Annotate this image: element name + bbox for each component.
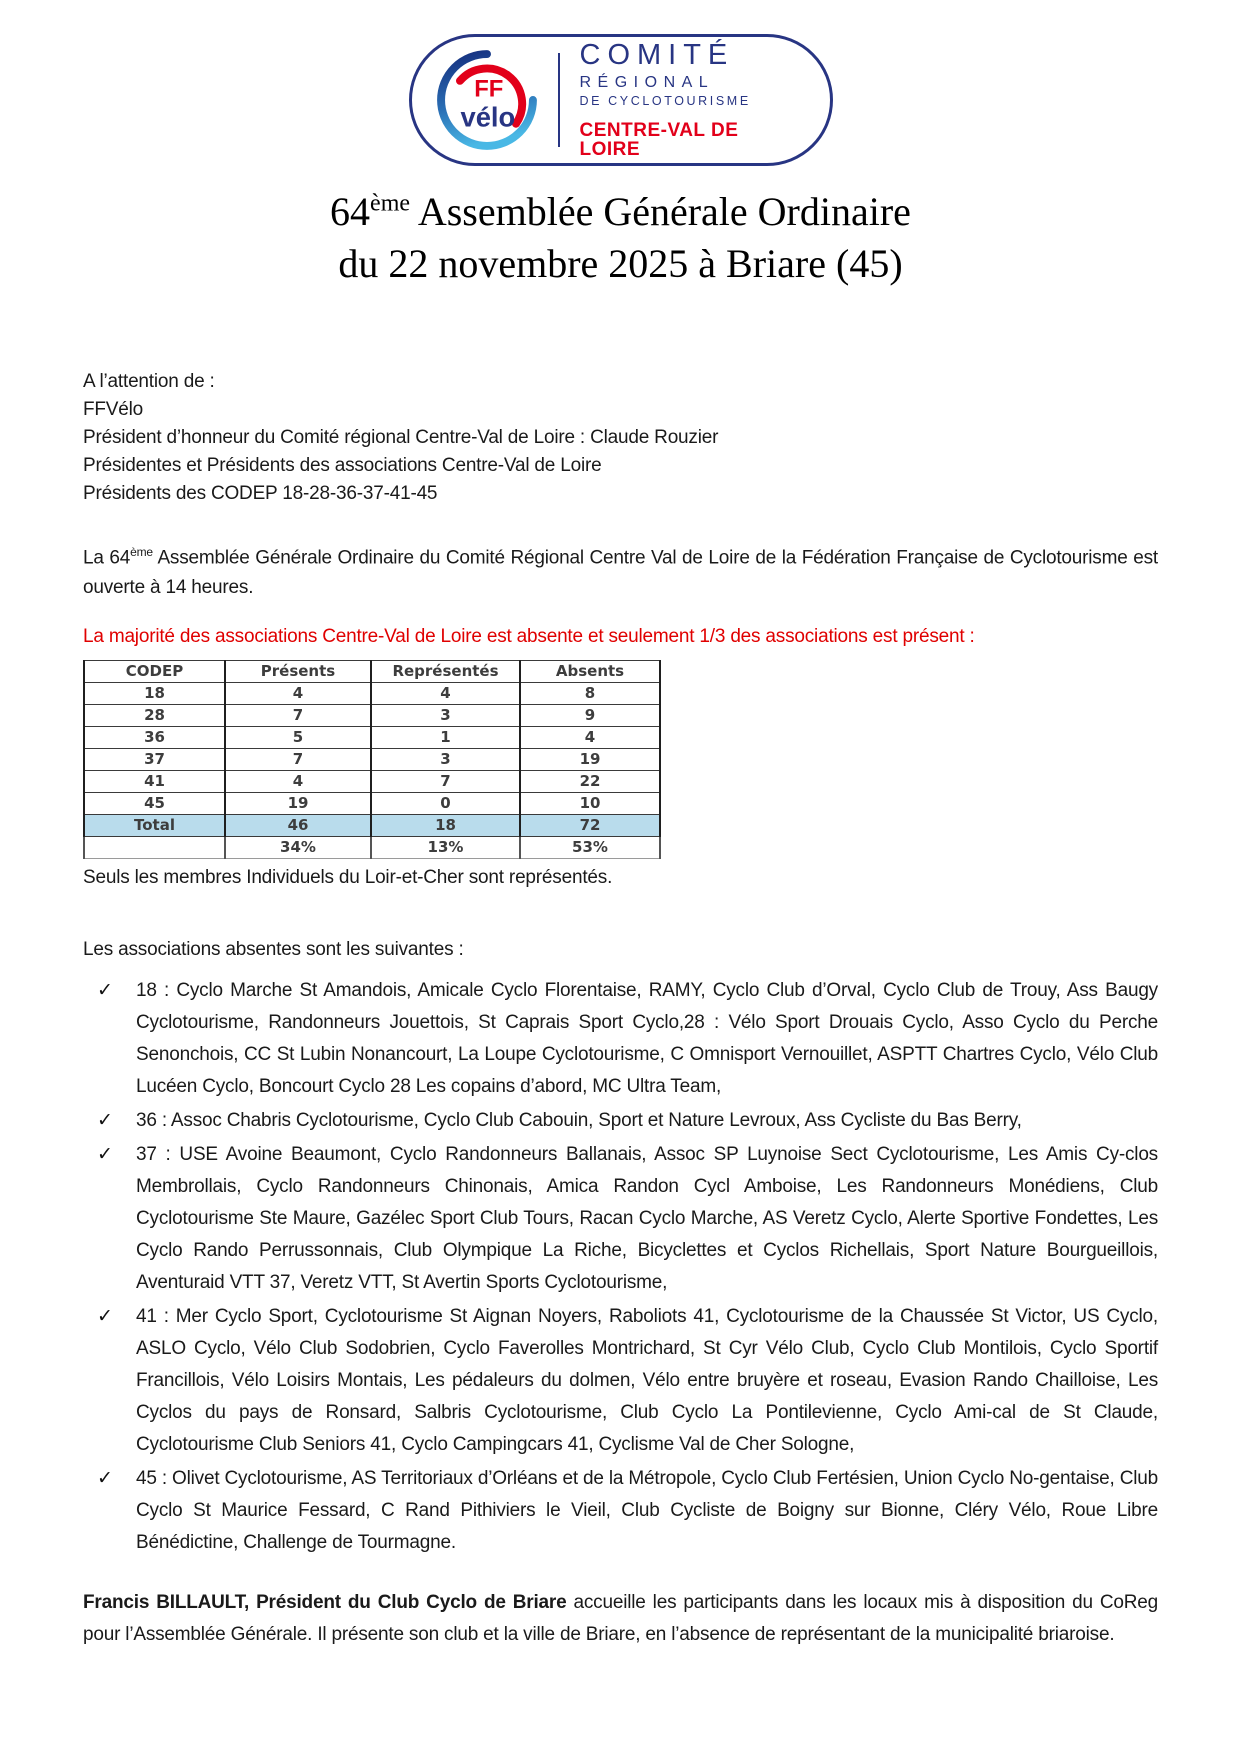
logo-comite-label: COMITÉ [579, 38, 735, 71]
attendance-table-body [84, 682, 660, 858]
table-cell: 19 [225, 792, 371, 814]
table-cell: 9 [520, 704, 660, 726]
table-row-percent [84, 836, 660, 858]
list-item-codep-45: ✓ 45 : Olivet Cyclotourisme, AS Territoriaux d’Orléans et de la Métropole, Cyclo Club Fertésien, Union Cyclo No-gentaise, Club Cyclo St Maurice Fessard, C Rand Pithiviers le Vieil, Club Cycliste de Boigny sur Bionne, Cléry Vélo, Roue Libre Bénédictine, Challenge de Tourmagne. [83, 1463, 1158, 1559]
table-cell: 7 [371, 770, 520, 792]
closing-paragraph: Francis BILLAULT, Président du Club Cyclo de Briare accueille les participants dans les locaux mis à disposition du CoReg pour l’Assemblée Générale. Il présente son club et la ville de Briare, en l’absence de représentant de la municipalité briaroise. [83, 1591, 1158, 1645]
column-header-presents: Présents [225, 660, 371, 682]
table-cell: 28 [84, 704, 225, 726]
checkmark-icon: ✓ [97, 1109, 113, 1131]
logo-cyclo-label: DE CYCLOTOURISME [579, 93, 751, 108]
attendance-table [83, 660, 661, 859]
table-cell: 7 [225, 704, 371, 726]
list-item-codep-41: ✓ 41 : Mer Cyclo Sport, Cyclotourisme St Aignan Noyers, Raboliots 41, Cyclotourisme de la Chaussée St Victor, US Cyclo, ASLO Cyclo, Vélo Club Sodobrien, Cyclo Faverolles Montrichard, St Cyr Vélo Club, Cyclo Club Montilois, Cyclo Sportif Francillois, Vélo Loisirs Montais, Les pédaleurs du dolmen, Vélo entre bruyère et roseau, Evasion Rando Chailloise, Les Cyclos du pays de Ronsard, Salbris Cyclotourisme, Club Cyclo La Pontilevienne, Cyclo Ami-cal de St Claude, Cyclotourisme Club Seniors 41, Cyclo Campingcars 41, Cyclisme Val de Cher Sologne, [83, 1301, 1158, 1461]
ffvelo-logo-icon [434, 47, 540, 153]
table-cell: Total [84, 814, 225, 836]
logo-text-block [579, 38, 804, 161]
table-cell: 4 [371, 682, 520, 704]
list-item-codep-37: ✓ 37 : USE Avoine Beaumont, Cyclo Randonneurs Ballanais, Assoc SP Luynoise Sect Cyclotourisme, Les Amis Cy-clos Membrollais, Cyclo Randonneurs Chinonais, Amica Randon Cycl Amboise, Les Randonneurs Monédiens, Club Cyclotourisme Ste Maure, Gazélec Sport Club Tours, Racan Cyclo Marche, AS Veretz Cyclo, Alerte Sportive Fondettes, Les Cyclo Rando Perrussonnais, Club Olympique La Riche, Bicyclettes et Cyclos Richellais, Sport Nature Bourgueillois, Aventuraid VTT 37, Veretz VTT, St Avertin Sports Cyclotourisme, [83, 1139, 1158, 1299]
recipient-line: Présidents des CODEP 18-28-36-37-41-45 [83, 483, 438, 505]
table-cell: 34% [225, 836, 371, 858]
table-row-codep-37 [84, 748, 660, 770]
table-note: Seuls les membres Individuels du Loir-et-Cher sont représentés. [83, 866, 613, 888]
table-row-codep-45 [84, 792, 660, 814]
table-cell: 37 [84, 748, 225, 770]
table-cell: 72 [520, 814, 660, 836]
table-cell [84, 836, 225, 858]
checkmark-icon: ✓ [97, 1305, 113, 1327]
logo-divider [558, 53, 560, 147]
absent-list-intro: Les associations absentes sont les suivantes : [83, 938, 464, 960]
table-cell: 41 [84, 770, 225, 792]
logo-region-label: CENTRE-VAL DE LOIRE [579, 120, 739, 161]
table-cell: 13% [371, 836, 520, 858]
opening-paragraph: La 64ème Assemblée Générale Ordinaire du Comité Régional Centre Val de Loire de la Fédération Française de Cyclotourisme est ouverte à 14 heures. [83, 545, 1158, 598]
column-header-codep: CODEP [84, 660, 225, 682]
table-row-total [84, 814, 660, 836]
column-header-absents: Absents [520, 660, 660, 682]
checkmark-icon: ✓ [97, 979, 113, 1001]
title-line-2: du 22 novembre 2025 à Briare (45) [338, 241, 903, 287]
table-cell: 22 [520, 770, 660, 792]
table-cell: 4 [520, 726, 660, 748]
table-cell: 10 [520, 792, 660, 814]
recipients-block [83, 368, 1158, 508]
absent-associations-list [83, 975, 1158, 1559]
list-item-codep-18: ✓ 18 : Cyclo Marche St Amandois, Amicale Cyclo Florentaise, RAMY, Cyclo Club d’Orval, Cyclo Club de Trouy, Ass Baugy Cyclotourisme, Randonneurs Jouettois, St Caprais Sport Cyclo,28 : Vélo Sport Drouais Cyclo, Asso Cyclo du Perche Senonchois, CC St Lubin Nonancourt, La Loupe Cyclotourisme, C Omnisport Vernouillet, ASPTT Chartres Cyclo, Vélo Club Lucéen Cyclo, Boncourt Cyclo 28 Les copains d’abord, MC Ultra Team, [83, 975, 1158, 1103]
table-row-codep-28 [84, 704, 660, 726]
table-cell: 19 [520, 748, 660, 770]
recipient-line: Président d’honneur du Comité régional Centre-Val de Loire : Claude Rouzier [83, 427, 719, 449]
table-cell: 53% [520, 836, 660, 858]
checkmark-icon: ✓ [97, 1467, 113, 1489]
recipients-heading: A l’attention de : [83, 371, 215, 393]
table-cell: 3 [371, 704, 520, 726]
table-row-codep-41 [84, 770, 660, 792]
column-header-representes: Représentés [371, 660, 520, 682]
majority-absent-statement: La majorité des associations Centre-Val de Loire est absente et seulement 1/3 des associations est présent : [83, 625, 975, 647]
checkmark-icon: ✓ [97, 1143, 113, 1165]
table-cell: 46 [225, 814, 371, 836]
logo-ff-text: FF [473, 75, 503, 103]
table-cell: 45 [84, 792, 225, 814]
table-row-codep-18 [84, 682, 660, 704]
recipient-line: FFVélo [83, 399, 144, 421]
page-title [0, 178, 1241, 290]
table-header-row [84, 660, 660, 682]
logo-velo-text: vélo [459, 101, 515, 133]
table-cell: 18 [84, 682, 225, 704]
table-cell: 1 [371, 726, 520, 748]
logo-regional-label: RÉGIONAL [579, 73, 715, 91]
table-cell: 5 [225, 726, 371, 748]
table-cell: 4 [225, 770, 371, 792]
ffvelo-coreg-logo [409, 34, 833, 166]
table-cell: 4 [225, 682, 371, 704]
list-item-codep-36: ✓ 36 : Assoc Chabris Cyclotourisme, Cyclo Club Cabouin, Sport et Nature Levroux, Ass Cycliste du Bas Berry, [83, 1105, 1158, 1137]
table-row-codep-36 [84, 726, 660, 748]
table-cell: 7 [225, 748, 371, 770]
table-cell: 0 [371, 792, 520, 814]
title-line-1: 64ème Assemblée Générale Ordinaire [330, 189, 911, 235]
table-cell: 8 [520, 682, 660, 704]
table-cell: 18 [371, 814, 520, 836]
table-cell: 3 [371, 748, 520, 770]
closing-bold-lead: Francis BILLAULT, Président du Club Cyclo de Briare [83, 1591, 567, 1613]
table-cell: 36 [84, 726, 225, 748]
recipient-line: Présidentes et Présidents des associations Centre-Val de Loire [83, 455, 602, 477]
